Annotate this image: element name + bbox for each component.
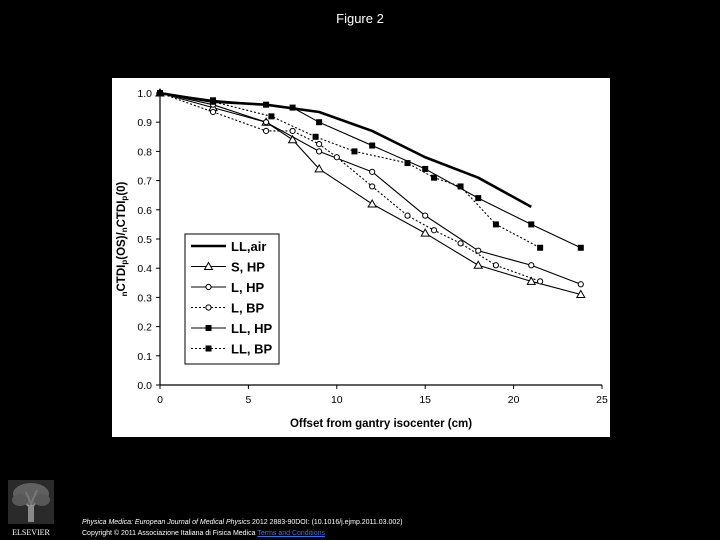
x-tick-label: 20	[507, 394, 520, 406]
line-chart	[112, 78, 610, 437]
data-point	[290, 105, 296, 111]
legend-label: LL,air	[231, 239, 267, 254]
data-point	[313, 134, 319, 140]
terms-link[interactable]: Terms and Conditions	[257, 530, 326, 537]
data-point	[210, 109, 215, 114]
y-tick-label: 0.1	[137, 350, 152, 363]
data-point	[493, 221, 499, 227]
data-point	[369, 143, 375, 149]
data-point	[528, 221, 534, 227]
y-label-sub-2: p	[120, 195, 129, 201]
data-point	[316, 119, 322, 125]
data-point	[476, 248, 481, 253]
y-label-main-2: CTDI	[116, 200, 128, 228]
data-point	[351, 148, 357, 154]
data-point	[317, 142, 322, 147]
y-label-tail-1: (OS)/	[116, 232, 128, 260]
data-point	[431, 228, 436, 233]
legend-label: LL, HP	[231, 321, 273, 336]
data-point	[493, 263, 498, 268]
x-axis-ticks	[157, 385, 608, 406]
y-tick-label: 0.7	[137, 175, 152, 188]
y-tick-label: 1.0	[137, 88, 152, 100]
legend-marker	[206, 346, 212, 352]
data-point	[529, 263, 534, 268]
citation-line	[82, 517, 403, 528]
y-label-tail-2: (0)	[116, 181, 128, 196]
data-point	[317, 149, 322, 154]
data-point	[578, 245, 584, 251]
y-tick-label: 0.6	[137, 204, 152, 217]
y-tick-label: 0.3	[137, 292, 152, 305]
series-line	[160, 93, 540, 248]
publisher-wordmark: ELSEVIER	[12, 528, 50, 537]
data-point	[458, 241, 463, 246]
copyright-line	[82, 528, 403, 539]
data-point	[157, 90, 163, 96]
data-point	[370, 169, 375, 174]
chart-legend	[185, 234, 279, 364]
y-tick-label: 0.4	[137, 263, 152, 276]
elsevier-tree-logo-icon	[6, 478, 56, 538]
data-point	[263, 128, 268, 133]
data-point	[290, 128, 295, 133]
data-point	[210, 99, 216, 105]
y-tick-label: 0.8	[137, 146, 152, 159]
x-axis-label: Offset from gantry isocenter (cm)	[289, 418, 473, 430]
copyright-text: Copyright © 2011 Associazione Italiana di Fisica Medica	[82, 530, 258, 537]
data-point	[405, 160, 411, 166]
data-point	[458, 183, 464, 189]
y-label-prefix: n	[120, 291, 129, 297]
y-tick-label: 0.9	[137, 117, 152, 130]
chart-panel	[112, 78, 610, 437]
y-label-prefix-2: n	[120, 227, 129, 233]
citation-journal: Physica Medica: European Journal of Medical Physics	[82, 519, 251, 526]
y-axis-ticks	[137, 88, 160, 392]
data-point	[334, 155, 339, 160]
legend-marker	[206, 284, 211, 289]
x-tick-label: 15	[419, 394, 432, 406]
legend-marker	[206, 305, 211, 310]
y-tick-label: 0.5	[137, 234, 152, 246]
data-point	[422, 166, 428, 172]
legend-label: L, BP	[231, 300, 265, 316]
x-tick-label: 10	[330, 394, 343, 406]
y-tick-label: 0.0	[137, 380, 152, 392]
data-point	[578, 282, 583, 287]
data-point	[537, 245, 543, 251]
x-tick-label: 25	[596, 394, 608, 406]
data-point	[368, 200, 376, 207]
legend-label: L, HP	[231, 280, 265, 295]
data-point	[370, 184, 375, 189]
figure-title: Figure 2	[336, 11, 384, 26]
y-label-sub-1: p	[120, 259, 129, 265]
citation-details: 2012 2883-90DOI: (10.1016/j.ejmp.2011.03.002)	[250, 519, 403, 526]
legend-marker	[206, 325, 212, 331]
data-point	[263, 120, 268, 125]
y-tick-label: 0.2	[137, 321, 152, 334]
data-point	[268, 113, 274, 119]
citation-block	[82, 517, 403, 539]
legend-label: S, HP	[231, 259, 265, 275]
x-tick-label: 5	[245, 394, 252, 406]
y-label-main-1: CTDI	[116, 264, 128, 292]
legend-label: LL, BP	[231, 341, 273, 357]
data-point	[421, 229, 429, 236]
data-point	[263, 102, 269, 108]
data-point	[405, 213, 410, 218]
data-point	[475, 195, 481, 201]
data-point	[423, 213, 428, 218]
data-point	[474, 261, 482, 268]
x-tick-label: 0	[157, 394, 163, 406]
y-axis-label	[116, 181, 129, 296]
data-point	[538, 279, 543, 284]
data-point	[431, 175, 437, 181]
